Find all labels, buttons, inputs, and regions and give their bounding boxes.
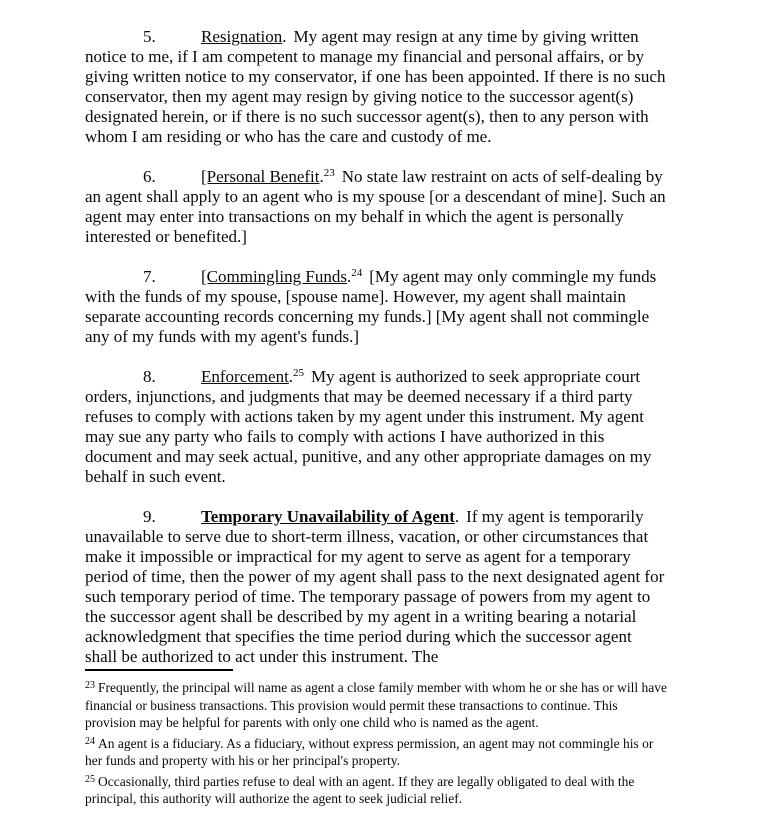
section-body: My agent is authorized to seek appropriate court orders, injunctions, and judgments that may be deemed necessary if a third party refuses to comply with actions taken by my agent under this instrument. My agent may sue any party who fails to comply with actions I have authorized in this document and may seek actual, punitive, and any other appropriate damages on my behalf in such event. — [85, 367, 652, 486]
section-body: If my agent is temporarily unavailable to serve due to short-term illness, vacation, or other circumstances that make it impossible or impractical for my agent to serve as agent for a temporary period of time, then the power of my agent shall pass to the next designated agent for such temporary period of time. The temporary passage of powers from my agent to the successor agent shall be described by my agent in a writing bearing a notarial acknowledgment that specifies the time period during which the successor agent shall be authorized to act under this instrument. The — [85, 507, 665, 666]
section-heading: Resignation — [201, 27, 283, 46]
footnote-24 — [85, 735, 667, 770]
footnote-text: Occasionally, third parties refuse to deal with an agent. If they are legally obligated to deal with the principal, this authority will authorize the agent to seek judicial relief. — [85, 773, 635, 806]
footnote-number: 25 — [85, 773, 95, 785]
section-paragraph-9 — [85, 507, 667, 667]
footnote-ref-25: 25 — [293, 367, 305, 379]
footnote-number: 24 — [85, 735, 95, 747]
footnote-23 — [85, 679, 667, 732]
section-body: No state law restraint on acts of self-dealing by an agent shall apply to an agent who is my spouse [or a descendant of mine]. Such an agent may enter into transactions on my behalf in which the agent is personally interested or benefited.] — [85, 167, 666, 246]
footnote-separator — [85, 669, 233, 671]
section-heading: Enforcement — [201, 367, 289, 386]
heading-period: . — [282, 27, 287, 46]
section-number: 7. — [143, 267, 156, 286]
section-body: [My agent may only commingle my funds with the funds of my spouse, [spouse name]. However, my agent shall maintain separate accounting records concerning my funds.] [My agent shall not commingle any of my funds with my agent's funds.] — [85, 267, 657, 346]
heading-period: . — [288, 367, 294, 386]
section-heading: Temporary Unavailability of Agent — [201, 507, 455, 526]
section-number: 9. — [143, 507, 156, 526]
footnote-ref-23: 23 — [323, 167, 335, 179]
heading-period: . — [319, 167, 324, 186]
footnote-text: An agent is a fiduciary. As a fiduciary, without express permission, an agent may not commingle his or her funds and property with his or her principal's property. — [85, 735, 654, 768]
footnote-number: 23 — [85, 680, 95, 691]
section-number: 6. — [143, 167, 156, 186]
section-paragraph-8 — [85, 367, 667, 487]
footnote-text: Frequently, the principal will name as agent a close family member with whom he or she has or will have financial or business transactions. This provision would permit these transactions to continue. This provision may be helpful for parents with only one child who is named as the agent. — [85, 680, 667, 730]
heading-period: . — [346, 267, 352, 286]
heading-period: . — [454, 507, 460, 526]
section-paragraph-6 — [85, 167, 667, 247]
section-number: 8. — [143, 367, 156, 386]
section-heading: [Personal Benefit — [201, 167, 320, 186]
section-number: 5. — [143, 27, 156, 46]
section-paragraph-5 — [85, 27, 667, 147]
section-body: My agent may resign at any time by giving written notice to me, if I am competent to manage my financial and personal affairs, or by giving written notice to my conservator, if one has been appointed. If there is no such conservator, then my agent may resign by giving notice to the successor agent(s) designated herein, or if there is no such successor agent(s), then to any person with whom I am residing or who has the care and custody of me. — [85, 27, 666, 146]
section-paragraph-7 — [85, 267, 667, 347]
footnote-ref-24: 24 — [351, 267, 363, 279]
footnotes-block — [85, 679, 667, 808]
footnote-25 — [85, 773, 667, 808]
section-heading: [Commingling Funds — [201, 267, 347, 286]
